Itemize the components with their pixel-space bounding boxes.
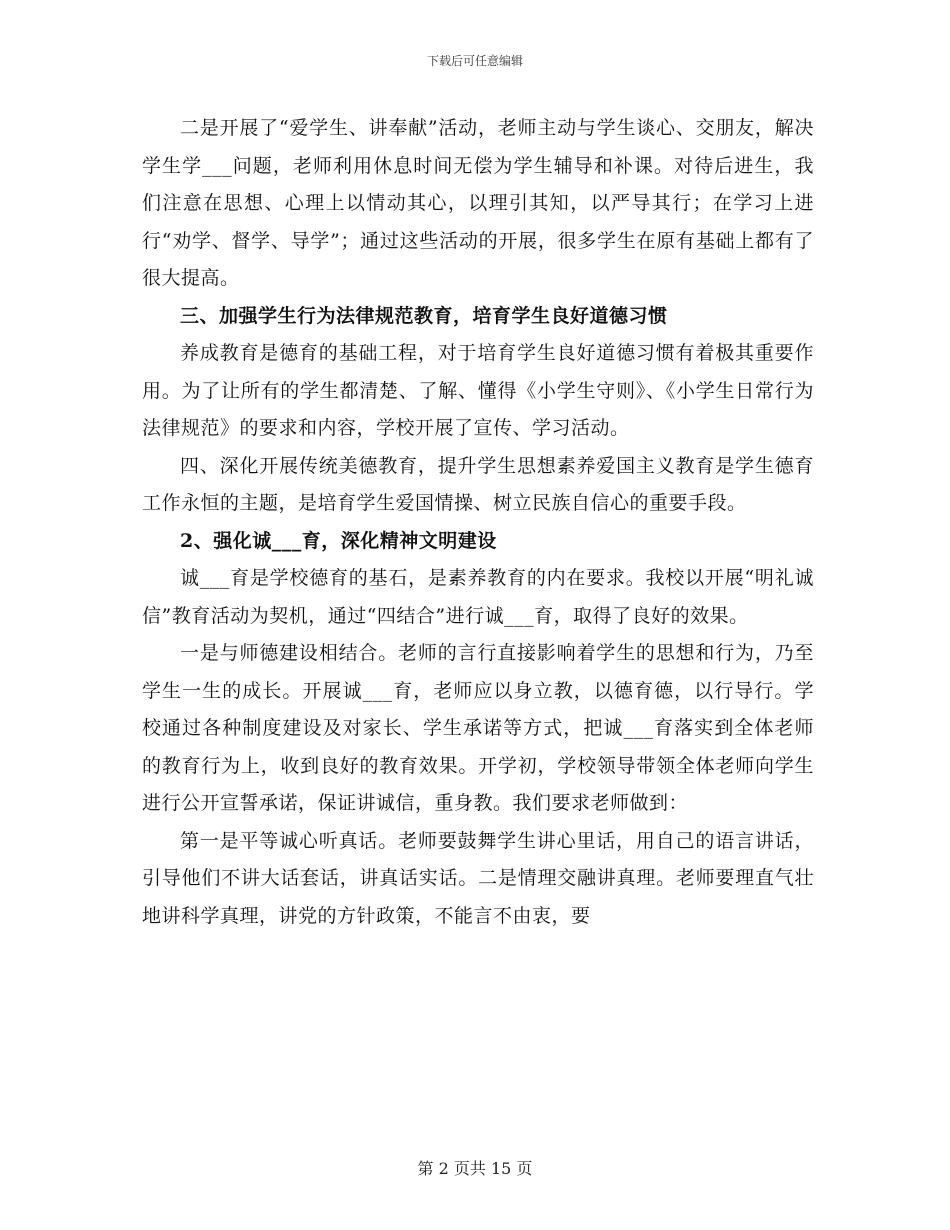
section-heading: 2、强化诚___育，深化精神文明建设	[180, 529, 497, 552]
section-heading: 三、加强学生行为法律规范教育，培育学生良好道德习惯	[180, 304, 668, 327]
page-number-footer: 第 2 页共 15 页	[417, 1159, 533, 1178]
page-header: 下载后可任意编辑	[426, 54, 523, 68]
paragraph: 第一是平等诚心听真话。老师要鼓舞学生讲心里话，用自己的语言讲话，引导他们不讲大话套话，讲真话实话。二是情理交融讲真理。老师要理直气壮地讲科学真理，讲党的方针政策，不能言不由衷，要	[142, 829, 814, 927]
paragraph: 诚___育是学校德育的基石，是素养教育的内在要求。我校以开展“明礼诚信”教育活动为契机，通过“四结合”进行诚___育，取得了良好的效果。	[142, 567, 814, 627]
document-body	[142, 110, 814, 935]
paragraph: 一是与师德建设相结合。老师的言行直接影响着学生的思想和行为，乃至学生一生的成长。开展诚___育，老师应以身立教，以德育德，以行导行。学校通过各种制度建设及对家长、学生承诺等方式，把诚___育落实到全体老师的教育行为上，收到良好的教育效果。开学初，学校领导带领全体老师向学生进行公开宣誓承诺，保证讲诚信，重身教。我们要求老师做到：	[142, 642, 814, 814]
paragraph: 二是开展了“爱学生、讲奉献”活动，老师主动与学生谈心、交朋友，解决学生学___问题，老师利用休息时间无偿为学生辅导和补课。对待后进生，我们注意在思想、心理上以情动其心，以理引其知，以严导其行；在学习上进行“劝学、督学、导学”；通过这些活动的开展，很多学生在原有基础上都有了很大提高。	[142, 117, 814, 289]
paragraph: 四、深化开展传统美德教育，提升学生思想素养爱国主义教育是学生德育工作永恒的主题，是培育学生爱国情操、树立民族自信心的重要手段。	[142, 454, 814, 514]
paragraph: 养成教育是德育的基础工程，对于培育学生良好道德习惯有着极其重要作用。为了让所有的学生都清楚、了解、懂得《小学生守则》、《小学生日常行为法律规范》的要求和内容，学校开展了宣传、学习活动。	[142, 342, 814, 439]
